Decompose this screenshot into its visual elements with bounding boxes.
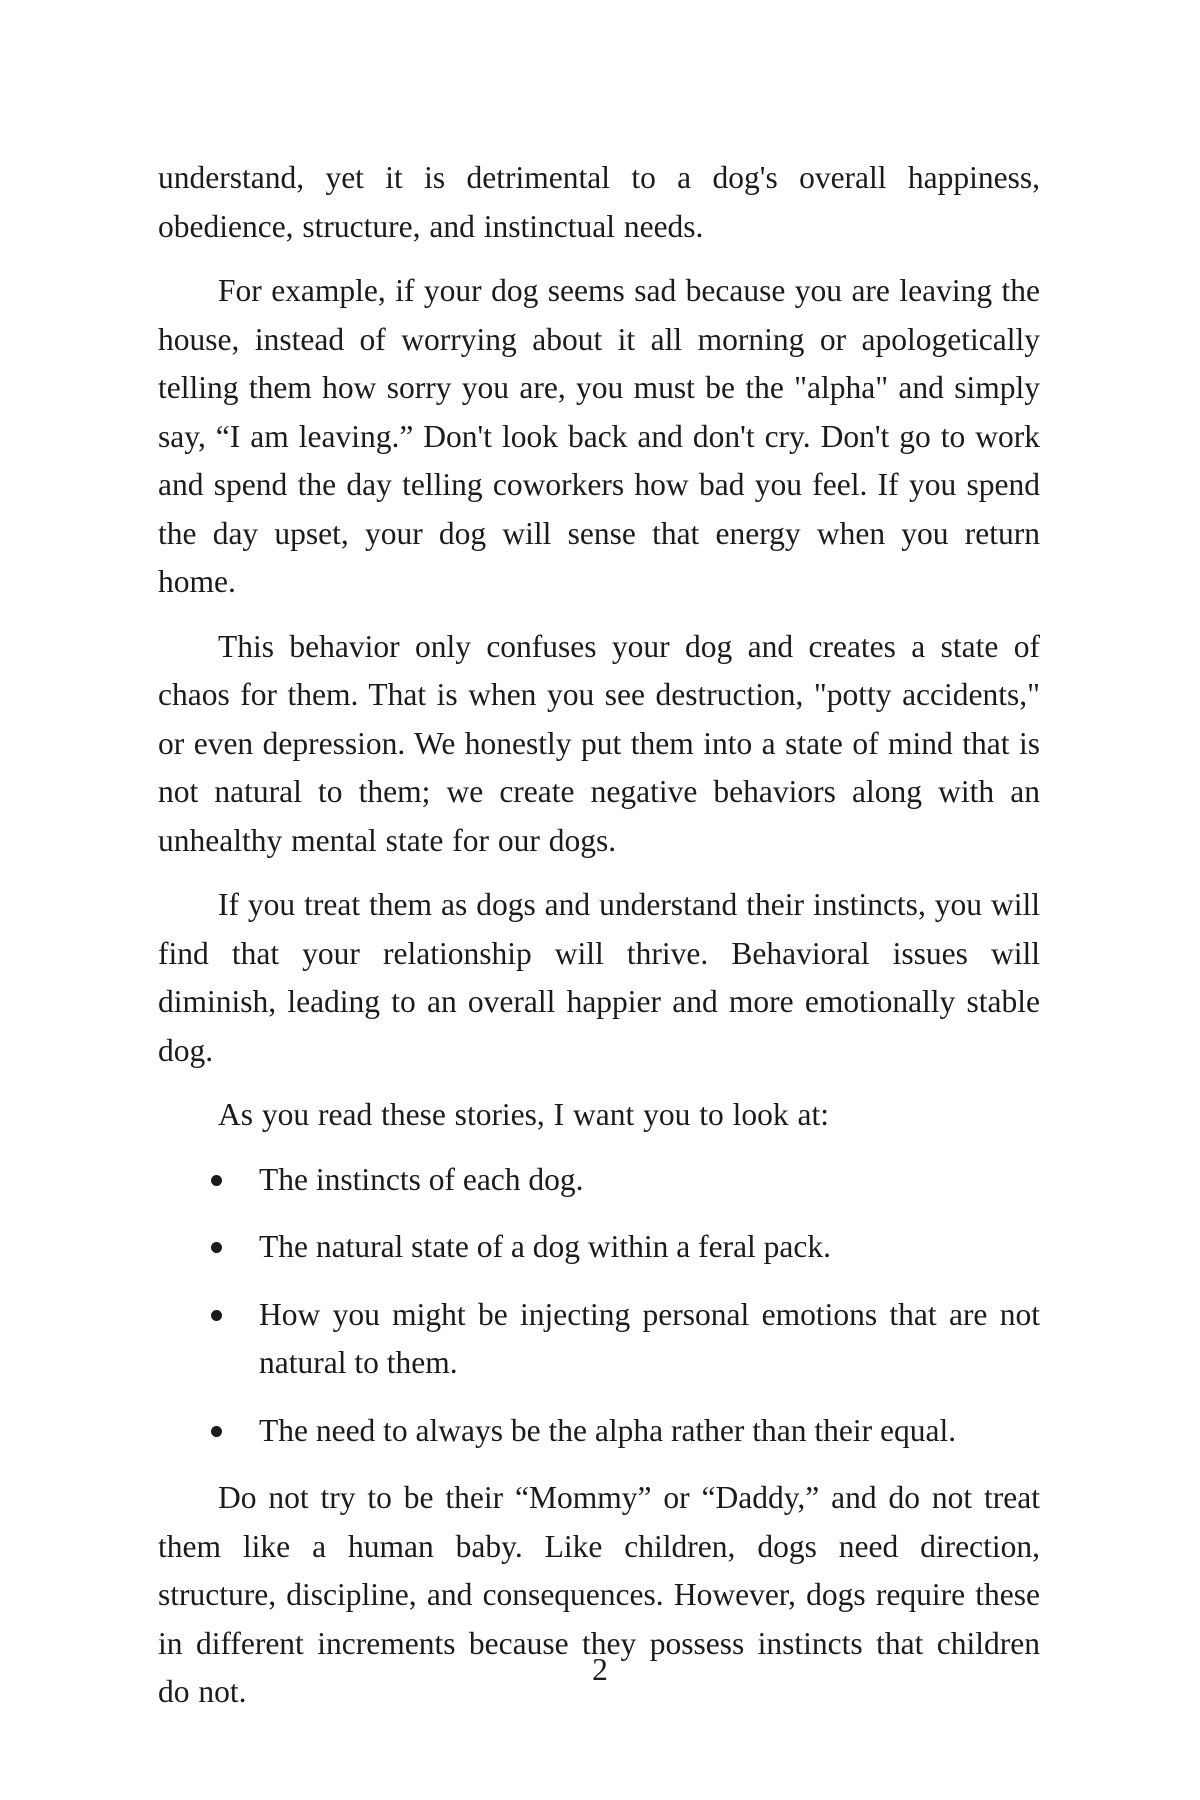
- bullet-text: The instincts of each dog.: [259, 1161, 584, 1197]
- bullet-item: [158, 1223, 1040, 1272]
- bullet-dot-icon: [211, 1426, 222, 1437]
- paragraph-instincts-thrive: If you treat them as dogs and understand their instincts, you will find that your relationship will thrive. Behavioral issues will diminish, leading to an overall happier and more emotionally stable dog.: [158, 887, 1040, 1068]
- paragraph-look-at-intro: As you read these stories, I want you to look at:: [218, 1097, 830, 1132]
- paragraph-continuation: understand, yet it is detrimental to a dog's overall happiness, obedience, structure, and instinctual needs.: [158, 160, 1040, 244]
- page-body: [158, 154, 1040, 1733]
- paragraph-mommy-daddy: Do not try to be their “Mommy” or “Daddy,” and do not treat them like a human baby. Like children, dogs need direction, structure, discipline, and consequences. However, dogs require these in different increments because they possess instincts that children do not.: [158, 1480, 1040, 1709]
- bullet-dot-icon: [211, 1242, 222, 1253]
- bullet-item: [158, 1407, 1040, 1456]
- page-number: 2: [592, 1652, 608, 1687]
- bullet-dot-icon: [211, 1310, 222, 1321]
- bullet-item: [158, 1156, 1040, 1205]
- instincts-bullet-list: [158, 1156, 1040, 1456]
- bullet-text: The natural state of a dog within a feral pack.: [259, 1229, 832, 1264]
- bullet-item: [158, 1291, 1040, 1388]
- paragraph-behavior-chaos: This behavior only confuses your dog and creates a state of chaos for them. That is when you see destruction, "potty accidents," or even depression. We honestly put them into a state of mind that is not natural to them; we create negative behaviors along with an unhealthy mental state for our dogs.: [158, 628, 1040, 858]
- paragraph-example-leaving: For example, if your dog seems sad because you are leaving the house, instead of worrying about it all morning or apologetically telling them how sorry you are, you must be the "alpha" and simply say, “I am leaving.” Don't look back and don't cry. Don't go to work and spend the day telling coworkers how bad you feel. If you spend the day upset, your dog will sense that energy when you return home.: [158, 273, 1040, 599]
- bullet-text: The need to always be the alpha rather than their equal.: [259, 1412, 957, 1448]
- bullet-dot-icon: [211, 1175, 222, 1186]
- bullet-text: How you might be injecting personal emotions that are not natural to them.: [259, 1296, 1040, 1380]
